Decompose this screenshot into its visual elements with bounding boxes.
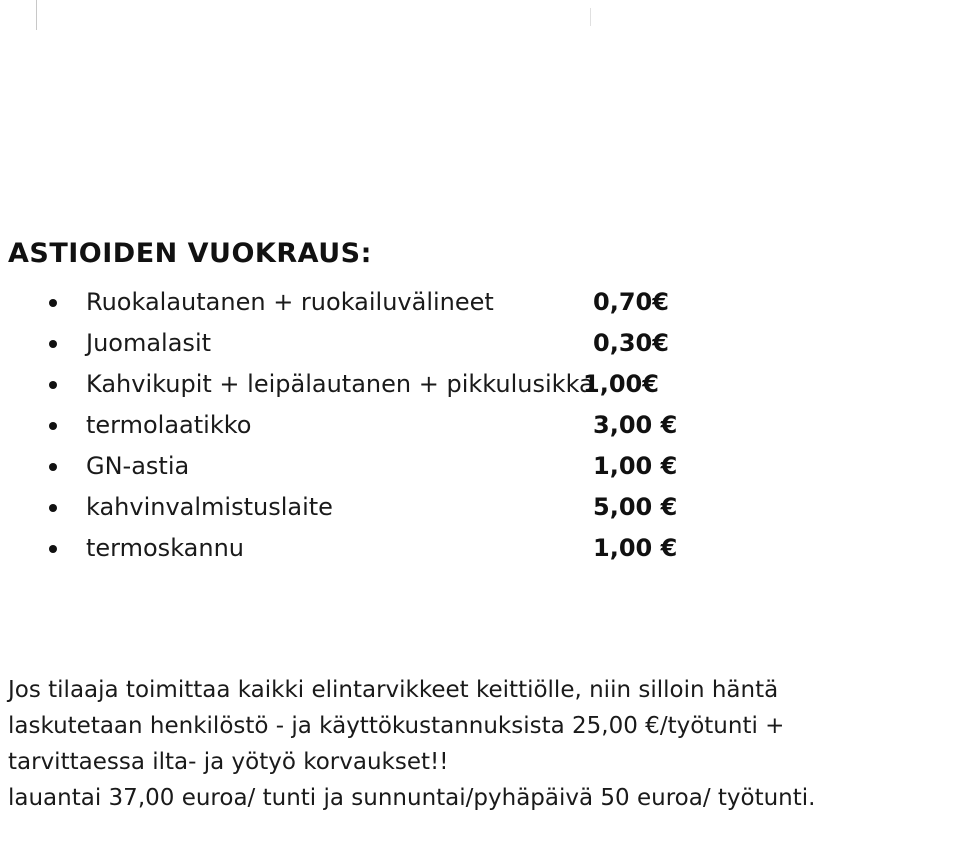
bullet-icon <box>49 422 57 430</box>
item-name: termolaatikko <box>86 411 252 439</box>
item-name: Ruokalautanen + ruokailuvälineet <box>86 288 494 316</box>
list-item <box>0 364 720 405</box>
item-price: 1,00 € <box>593 534 678 562</box>
item-name: Kahvikupit + leipälautanen + pikkulusikka <box>86 370 594 398</box>
bullet-icon <box>49 463 57 471</box>
scan-artifact-left <box>36 0 37 30</box>
scan-artifact-right <box>590 8 591 26</box>
item-price: 1,00 € <box>593 452 678 480</box>
bullet-icon <box>49 340 57 348</box>
bullet-icon <box>49 504 57 512</box>
list-item <box>0 528 720 569</box>
item-price: 1,00€ <box>583 370 659 398</box>
bullet-icon <box>49 381 57 389</box>
item-price: 0,30€ <box>593 329 669 357</box>
item-name: termoskannu <box>86 534 245 562</box>
staffing-note <box>8 672 958 816</box>
item-price: 5,00 € <box>593 493 678 521</box>
note-line-4: lauantai 37,00 euroa/ tunti ja sunnuntai/pyhäpäivä 50 euroa/ työtunti. <box>8 785 816 811</box>
list-item <box>0 487 720 528</box>
note-line-1: Jos tilaaja toimittaa kaikki elintarvikkeet keittiölle, niin silloin häntä <box>8 677 779 703</box>
item-price: 0,70€ <box>593 288 669 316</box>
section-heading: ASTIOIDEN VUOKRAUS: <box>8 238 372 269</box>
item-price: 3,00 € <box>593 411 678 439</box>
bullet-icon <box>49 545 57 553</box>
list-item <box>0 323 720 364</box>
note-line-2: laskutetaan henkilöstö - ja käyttökustannuksista 25,00 €/työtunti + <box>8 713 785 739</box>
price-list <box>0 282 720 569</box>
list-item <box>0 282 720 323</box>
note-line-3: tarvittaessa ilta- ja yötyö korvaukset!! <box>8 749 449 775</box>
list-item <box>0 405 720 446</box>
item-name: kahvinvalmistuslaite <box>86 493 333 521</box>
list-item <box>0 446 720 487</box>
bullet-icon <box>49 299 57 307</box>
item-name: GN-astia <box>86 452 190 480</box>
item-name: Juomalasit <box>86 329 212 357</box>
